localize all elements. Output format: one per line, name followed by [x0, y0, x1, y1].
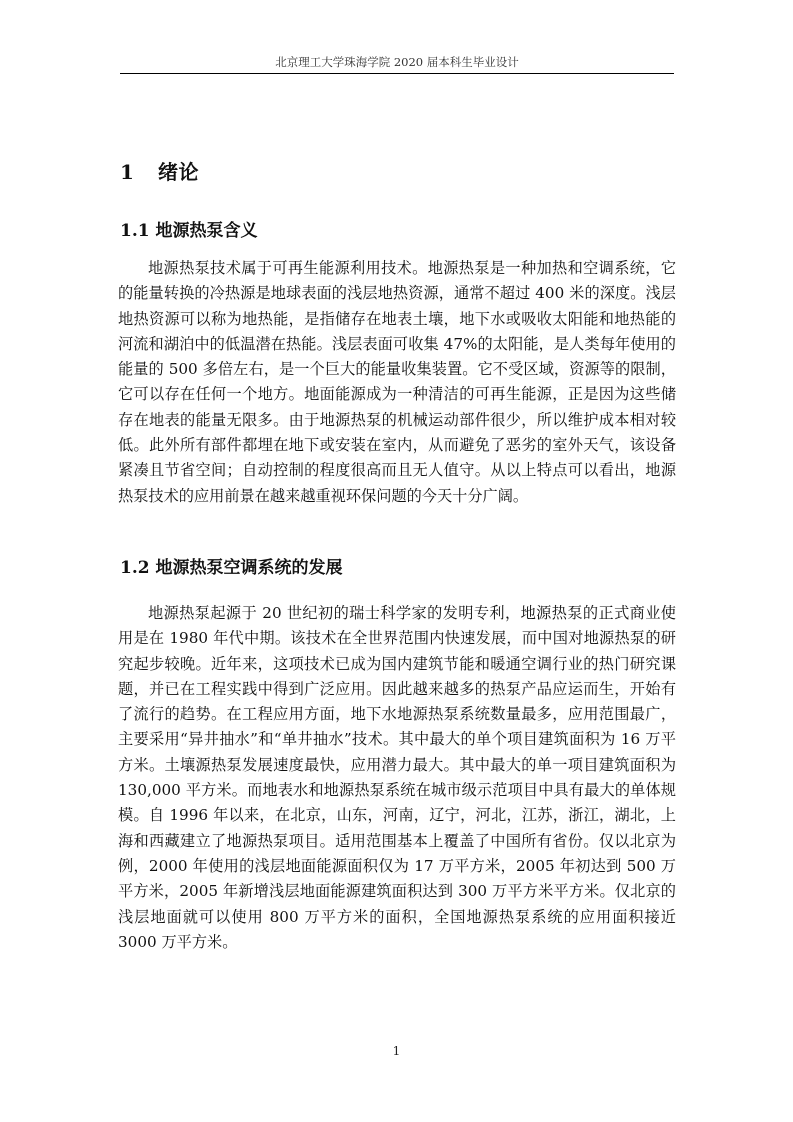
- chapter-number: 1: [120, 160, 135, 184]
- section-paragraph-1-1: 地源热泵技术属于可再生能源利用技术。地源热泵是一种加热和空调系统，它的能量转换的冷热源是地球表面的浅层地热资源，通常不超过 400 米的深度。浅层地热资源可以称为地热能，是指储存在地表土壤，地下水或吸收太阳能和地热能的河流和湖泊中的低温潜在热能。浅层表面可收集 47%的太阳能，是人类每年使用的能量的 500 多倍左右，是一个巨大的能量收集装置。它不受区域，资源等的限制，它可以存在任何一个地方。地面能源成为一种清洁的可再生能源，正是因为这些储存在地表的能量无限多。由于地源热泵的机械运动部件很少，所以维护成本相对较低。此外所有部件都埋在地下或安装在室内，从而避免了恶劣的室外天气，该设备紧凑且节省空间；自动控制的程度很高而且无人值守。从以上特点可以看出，地源热泵技术的应用前景在越来越重视环保问题的今天十分广阔。: [118, 259, 676, 505]
- running-header: 北京理工大学珠海学院 2020 届本科生毕业设计: [275, 55, 519, 69]
- section-title-1-1: 1.1 地源热泵含义: [120, 221, 258, 241]
- section-title-1-2: 1.2 地源热泵空调系统的发展: [120, 558, 343, 578]
- chapter-title: [120, 156, 199, 185]
- page-number: 1: [392, 1044, 401, 1058]
- header-rule: [120, 73, 674, 74]
- section-paragraph-1-2: 地源热泵起源于 20 世纪初的瑞士科学家的发明专利，地源热泵的正式商业使用是在 1980 年代中期。该技术在全世界范围内快速发展，而中国对地源热泵的研究起步较晚。近年来，这项技术已成为国内建筑节能和暖通空调行业的热门研究课题，并已在工程实践中得到广泛应用。因此越来越多的热泵产品应运而生，开始有了流行的趋势。在工程应用方面，地下水地源热泵系统数量最多，应用范围最广，主要采用“异井抽水”和“单井抽水”技术。其中最大的单个项目建筑面积为 16 万平方米。土壤源热泵发展速度最快，应用潜力最大。其中最大的单一项目建筑面积为 130,000 平方米。而地表水和地源热泵系统在城市级示范项目中具有最大的单体规模。自 1996 年以来，在北京，山东，河南，辽宁，河北，江苏，浙江，湖北，上海和西藏建立了地源热泵项目。适用范围基本上覆盖了中国所有省份。仅以北京为例，2000 年使用的浅层地面能源面积仅为 17 万平方米，2005 年初达到 500 万平方米，2005 年新增浅层地面能源建筑面积达到 300 万平方米平方米。仅北京的浅层地面就可以使用 800 万平方米的面积，全国地源热泵系统的应用面积接近 3000 万平方米。: [118, 604, 676, 951]
- chapter-title-text: 绪论: [158, 160, 199, 184]
